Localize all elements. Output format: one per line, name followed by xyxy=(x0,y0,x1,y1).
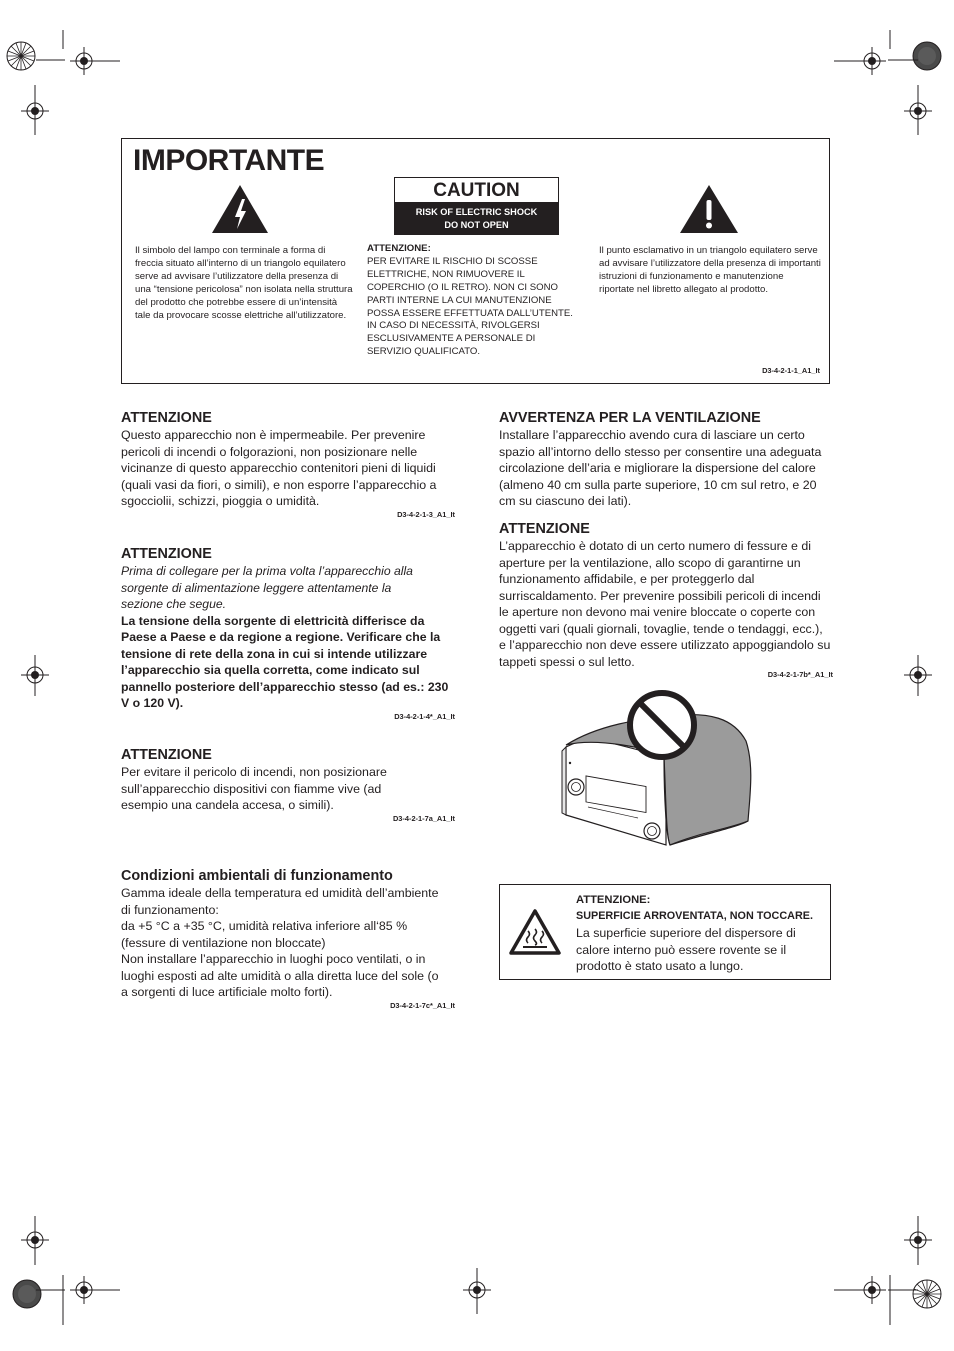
section-water-warning xyxy=(121,410,455,520)
important-box xyxy=(121,138,830,384)
section-heading: ATTENZIONE xyxy=(121,546,212,562)
reference-code: D3-4-2-1-3_A1_It xyxy=(397,509,455,519)
caution-explanation xyxy=(367,243,582,359)
section-heading: ATTENZIONE xyxy=(121,747,212,763)
section-heading: ATTENZIONE xyxy=(121,410,212,426)
page-title: IMPORTANTE xyxy=(133,144,325,177)
hot-surface-heading: ATTENZIONE: xyxy=(576,894,651,906)
section-italic-text: Prima di collegare per la prima volta l’apparecchio alla sorgente di alimentazione leggere attentamente la sezione che segue. xyxy=(121,564,413,611)
section-environment xyxy=(121,868,455,1011)
hot-surface-text xyxy=(576,893,826,975)
hot-surface-subheading: SUPERFICIE ARROVENTATA, NON TOCCARE. xyxy=(576,910,813,922)
section-heading: ATTENZIONE xyxy=(499,521,590,537)
section-heading: Condizioni ambientali di funzionamento xyxy=(121,868,393,884)
caution-label xyxy=(394,177,559,235)
section-voltage-warning xyxy=(121,546,455,722)
caution-subtext xyxy=(395,202,558,235)
caution-line-2: DO NOT OPEN xyxy=(444,220,509,230)
hot-surface-warning-box xyxy=(499,884,831,980)
caution-line-1: RISK OF ELECTRIC SHOCK xyxy=(415,207,538,217)
section-flame-warning xyxy=(121,747,455,824)
caution-word: CAUTION xyxy=(433,180,520,201)
hot-surface-icon xyxy=(509,909,561,955)
covered-receiver-illustration xyxy=(558,685,778,850)
caution-explanation-text: PER EVITARE IL RISCHIO DI SCOSSE ELETTRICHE, NON RIMUOVERE IL COPERCHIO (O IL RETRO). NON CI SONO PARTI INTERNE LA CUI MANUTENZIONE POSSA ESSERE EFFETTUATA DALL’UTENTE. IN CASO DI NECESSITÀ, RIVOLGERSI ESCLUSIVAMENTE A PERSONALE DI SERVIZIO QUALIFICATO. xyxy=(367,255,573,358)
reference-code: D3-4-2-1-4*_A1_It xyxy=(394,711,455,721)
section-body: Per evitare il pericolo di incendi, non posizionare sull’apparecchio dispositivi con fiamme vive (ad esempio una candela accesa, o simili). xyxy=(121,765,387,812)
section-openings-warning xyxy=(499,521,833,680)
reference-code: D3-4-2-1-1_A1_It xyxy=(762,366,820,375)
prohibition-icon xyxy=(630,693,694,757)
lightning-explanation: Il simbolo del lampo con terminale a forma di freccia situato all’interno di un triangolo equilatero serve ad avvisare l’utilizzatore della presenza di una “tensione pericolosa” non isolata nella struttura del prodotto che potrebbe essere di un’intensità tale da provocare scosse elettriche all’utilizzatore. xyxy=(135,245,353,321)
section-ventilation xyxy=(499,410,833,510)
hot-surface-body: La superficie superiore del dispersore di calore interno può essere rovente se il prodotto è stato usato a lungo. xyxy=(576,926,796,973)
exclamation-explanation: Il punto esclamativo in un triangolo equilatero serve ad avvisare l’utilizzatore della presenza di importanti istruzioni di funzionamento e manutenzione riportate nel libretto allegato al prodotto. xyxy=(599,245,821,295)
section-body: L’apparecchio è dotato di un certo numero di fessure e di aperture per la ventilazione, allo scopo di garantirne un funzionamento affidabile, e per proteggerlo dal surriscaldamento. Per prevenire possibili pericoli di incendi le aperture non devono mai venire bloccate o coperte con oggetti vari (quali giornali, tovaglie, tende o tendaggi, ecc.), e l’apparecchio non deve essere utilizzato appoggiandolo su tappeti spessi o sul letto. xyxy=(499,539,831,669)
exclamation-warning-icon xyxy=(678,183,740,235)
section-heading: AVVERTENZA PER LA VENTILAZIONE xyxy=(499,410,761,426)
reference-code: D3-4-2-1-7a_A1_It xyxy=(392,813,455,823)
lightning-warning-icon xyxy=(210,183,270,235)
section-body: Questo apparecchio non è impermeabile. Per prevenire pericoli di incendi o folgorazioni, non posizionare nelle vicinanze di questo apparecchio contenitori pieni di liquidi (quali vasi da fiori, o simili), e non esporre l’apparecchio a sgocciolii, schizzi, pioggia o umidità. xyxy=(121,428,437,508)
section-body: Gamma ideale della temperatura ed umidità dell’ambiente di funzionamento: da +5 °C a +35 °C, umidità relativa inferiore all‘85 % (fessure di ventilazione non bloccate) Non installare l’apparecchio in luoghi poco ventilati, o in luoghi esposti ad alte umidità o alla diretta luce del sole (o a sorgenti di luce artificiale molto forti). xyxy=(121,886,439,999)
caution-explanation-heading: ATTENZIONE: xyxy=(367,243,431,254)
reference-code: D3-4-2-1-7c*_A1_It xyxy=(390,1000,455,1010)
reference-code: D3-4-2-1-7b*_A1_It xyxy=(767,670,833,679)
section-bold-text: La tensione della sorgente di elettricità differisce da Paese a Paese e da regione a regione. Verificare che la tensione di rete della zona in cui si intende utilizzare l’apparecchio sia quella corretta, come indicato sul pannello posteriore dell’apparecchio stesso (ad es.: 230 V o 120 V). xyxy=(121,613,449,710)
section-body: Installare l’apparecchio avendo cura di lasciare un certo spazio all’intorno dello stesso per consentire una adeguata circolazione dell’aria e migliorare la dispersione del calore (almeno 40 cm sulla parte superiore, 10 cm sul retro, e 20 cm su ciascuno dei lati). xyxy=(499,428,822,508)
